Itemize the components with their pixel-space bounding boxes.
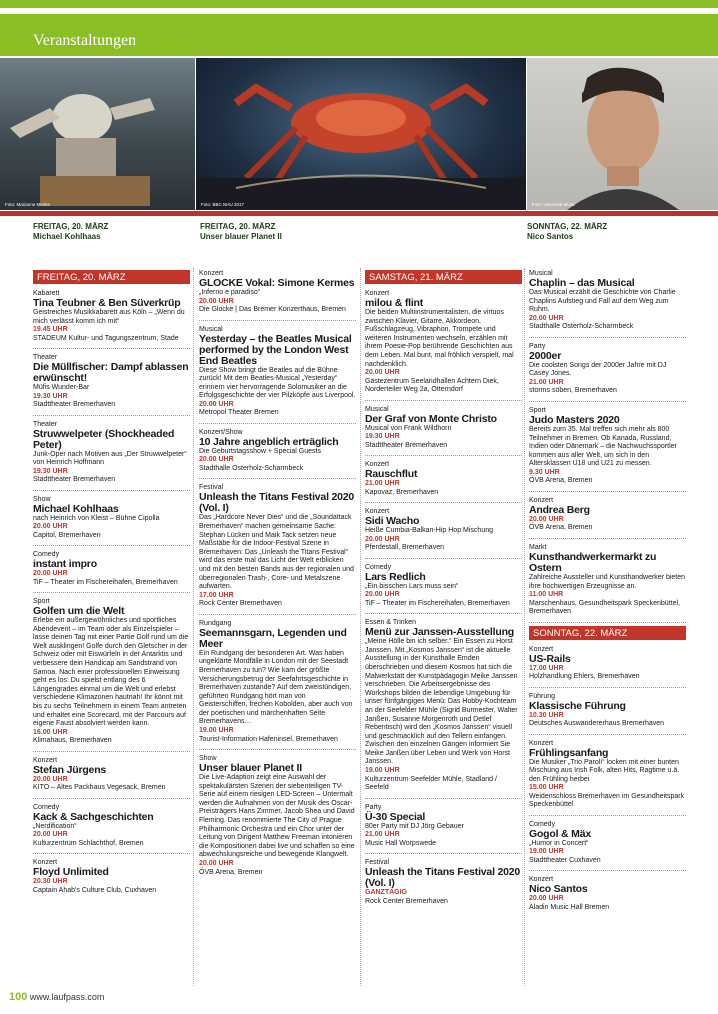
event-venue: Music Hall Worpswede bbox=[365, 839, 437, 847]
event-category: Show bbox=[33, 495, 51, 503]
event-category: Comedy bbox=[33, 803, 60, 811]
event-entry bbox=[365, 288, 522, 401]
event-venue: ÖVB Arena, Bremen bbox=[529, 524, 593, 532]
event-venue: Pferdestall, Bremerhaven bbox=[365, 544, 444, 552]
event-venue: TiF – Theater im Fischereihafen, Bremerhaven bbox=[33, 578, 178, 586]
event-category: Musical bbox=[365, 405, 389, 413]
column-divider bbox=[360, 268, 361, 986]
event-venue: storms söben, Bremerhaven bbox=[529, 387, 617, 395]
event-title: Judo Masters 2020 bbox=[529, 413, 620, 426]
event-entry bbox=[529, 874, 686, 917]
event-title: Rauschflut bbox=[365, 468, 418, 481]
section-title: Veranstaltungen bbox=[33, 32, 137, 49]
event-venue: KITO – Altes Packhaus Vegesack, Bremen bbox=[33, 784, 166, 792]
caption-rule bbox=[0, 211, 718, 216]
event-entry bbox=[33, 419, 190, 491]
event-subtitle: nach Heinrich von Kleist – Bühne Cipolla bbox=[33, 514, 160, 522]
event-venue: Deutsches Auswandererhaus Bremerhaven bbox=[529, 720, 665, 728]
event-title: Menü zur Janssen-Ausstellung bbox=[365, 626, 515, 639]
event-entry bbox=[33, 288, 190, 349]
event-category: Sport bbox=[33, 598, 50, 605]
event-entry bbox=[365, 506, 522, 559]
event-entry bbox=[529, 268, 686, 338]
event-time: 19.30 UHR bbox=[365, 433, 400, 441]
event-time: 19.30 UHR bbox=[33, 392, 68, 400]
event-title: Unser blauer Planet II bbox=[199, 762, 302, 775]
event-title: US-Rails bbox=[529, 652, 571, 665]
event-title: Klassische Führung bbox=[529, 699, 626, 712]
day-header: FREITAG, 20. MÄRZ bbox=[33, 270, 190, 284]
event-entry bbox=[199, 482, 356, 614]
event-venue: Kulturzentrum Seefelder Mühle, Stadland / Seefeld bbox=[365, 775, 497, 792]
event-venue: Tourist-Information Hafeninsel, Bremerhaven bbox=[199, 735, 338, 743]
event-subtitle: „Humor in Concert“ bbox=[529, 839, 589, 847]
event-entry bbox=[33, 857, 190, 900]
event-description: Ein Rundgang der besonderen Art. Was haben ungeklärte Mordfälle in London mit der Seestadt Bremerhaven zu tun? Wie kam der größte Versicherungsbetrug der Seefahrtsgeschichte in Bremerhaven zustande? Auf dem zweistündigen, geführten Rundgang hört man von Geisterschiffen, frechen Kobolden, aber auch von der poetischen und märchenhaften Seite Bremerhavens… bbox=[199, 649, 353, 726]
event-entry bbox=[529, 819, 686, 872]
event-time: 11.00 UHR bbox=[529, 591, 564, 599]
event-title: Stefan Jürgens bbox=[33, 763, 107, 776]
event-time: 21.00 UHR bbox=[365, 480, 400, 488]
event-title: Ü-30 Special bbox=[365, 810, 426, 823]
header-rule bbox=[0, 8, 718, 14]
event-description: Die beiden Multiinstrumentalisten, die virtuos zwischen Klavier, Gitarre, Akkordeon, Fußschlagzeug, Vibraphon, Trompete und weiteren Instrumenten wechseln, erzählen mit ihrem Poesie-Pop berührende Geschichten aus dem Leben. Mal bunt, mal fröhlich verspielt, mal nachdenklich. bbox=[365, 309, 514, 368]
event-category: Essen & Trinken bbox=[365, 619, 416, 627]
event-venue: Aladin Music Hall Bremen bbox=[529, 903, 610, 911]
event-venue: Rock Center Bremerhaven bbox=[199, 600, 282, 608]
event-entry bbox=[529, 405, 686, 492]
event-venue: ÖVB Arena, Bremen bbox=[199, 868, 263, 876]
event-time: 20.00 UHR bbox=[365, 535, 400, 543]
event-category: Konzert/Show bbox=[199, 428, 243, 436]
event-venue: Capitol, Bremerhaven bbox=[33, 531, 101, 539]
event-category: Show bbox=[199, 755, 217, 763]
event-time: 15.00 UHR bbox=[529, 784, 564, 792]
event-venue: Kapovaz, Bremerhaven bbox=[365, 488, 439, 496]
event-venue: Stadttheater Cuxhaven bbox=[529, 856, 601, 864]
event-description: Bereits zum 35. Mal treffen sich mehr als 800 Teilnehmer in Bremen. Ob Kanada, Russland, Indien oder Dänemark – die Nachwuchssportler kommen aus aller Welt, um sich in den Altersklassen U18 und U21 zu messen. bbox=[529, 425, 677, 468]
event-category: Theater bbox=[33, 354, 58, 361]
event-description: Zahlreiche Aussteller und Kunsthandwerker bieten ihre hochwertigen Erzeugnisse an. bbox=[529, 573, 686, 590]
photo-theater bbox=[0, 58, 195, 210]
event-subtitle: Junk-Oper nach Motiven aus „Der Struwwelpeter“ von Heinrich Hoffmann bbox=[33, 450, 187, 466]
event-category: Theater bbox=[33, 420, 58, 428]
event-time: 20.00 UHR bbox=[529, 895, 564, 903]
portrait-illustration bbox=[527, 58, 718, 210]
event-description: Die Live-Adaption zeigt eine Auswahl der spektakulärsten Szenen der siebenteiligen TV-Serie auf einem riesigen LED-Screen – Untermalt werden die Aufnahmen von der Musik des Oscar-Preisträgers Hans Zimmer, Jacob Shea und David Fleming. Das renommierte The City of Prague Philharmonic Orchestra und ein Chor unter der Leitung von Dirigent Matthew Freeman intonieren die Kompositionen dabei live und schaffen so eine abwechslungsreiche und bewegende Klangwelt. bbox=[199, 774, 355, 859]
photo-credit: Foto: BBC NHU 2017 bbox=[201, 202, 245, 207]
event-subtitle: Die Geburtstagsshow + Special Guests bbox=[199, 447, 321, 455]
event-title: Frühlingsanfang bbox=[529, 746, 609, 759]
event-time: 20.00 UHR bbox=[199, 860, 234, 867]
event-time: 17.00 UHR bbox=[529, 664, 564, 672]
event-time: 20.00 UHR bbox=[33, 523, 68, 530]
event-time: 16.00 UHR bbox=[33, 728, 68, 736]
event-column-2 bbox=[199, 268, 356, 885]
event-time: 21.00 UHR bbox=[529, 378, 564, 386]
event-venue: Metropol Theater Bremen bbox=[199, 409, 279, 417]
event-category: Rundgang bbox=[199, 619, 232, 627]
event-subtitle: „Ein bisschen Lars muss sein“ bbox=[365, 582, 459, 590]
page-footer bbox=[9, 991, 104, 1003]
event-category: Musical bbox=[529, 270, 553, 277]
event-entry bbox=[33, 802, 190, 855]
event-entry bbox=[365, 562, 522, 615]
event-time: 20.30 UHR bbox=[33, 878, 68, 886]
event-time: 20.00 UHR bbox=[365, 591, 400, 599]
footer-url[interactable]: www.laufpass.com bbox=[29, 992, 105, 1002]
event-entry bbox=[529, 644, 686, 688]
event-category: Festival bbox=[365, 859, 390, 867]
event-entry bbox=[199, 618, 356, 750]
event-venue: Kulturzentrum Schlachthof, Bremen bbox=[33, 839, 144, 847]
event-title: 2000er bbox=[529, 349, 562, 362]
event-category: Comedy bbox=[33, 551, 60, 558]
event-subtitle: „Nerdification“ bbox=[33, 822, 77, 830]
event-category: Konzert bbox=[365, 508, 390, 516]
event-time: 20.00 UHR bbox=[199, 456, 234, 464]
event-title: Floyd Unlimited bbox=[33, 866, 109, 879]
event-venue: Marschenhaus, Gesundheitspark Speckenbüttel, Bremerhaven bbox=[529, 599, 680, 616]
event-title: Lars Redlich bbox=[365, 570, 426, 583]
event-category: Konzert bbox=[365, 461, 390, 469]
event-time: 19.00 UHR bbox=[365, 767, 400, 775]
event-category: Kabarett bbox=[33, 290, 60, 297]
event-description: Erlebe ein außergewöhnliches und sportliches Abendevent – im Team oder als Einzelspieler – lasse deinen Tag mit einer Partie Golf rund um die Welt ausklingen! Golfe durch den Gletscher in der Schweiz oder mit Eiswürfeln in der Antarktis und verbessere dein Handicap am Sandstrand von Samoa. Nach einer professionellen Einweisung geht es los: Du spielst entlang des 6 Längengrades einmal um die Welt und erlebst verschiedene Klimazonen hautnah! Ihr könnt mit bis zu sechs Teilnehmern in einem Team antreten und erhaltet eine Scorecard, mit der Parcours auf eigene Faust absolviert werden kann. bbox=[33, 617, 189, 728]
event-time: 19.00 UHR bbox=[199, 727, 234, 735]
event-title: Die Müllfischer: Dampf ablassen erwünscht! bbox=[33, 361, 189, 384]
event-category: Konzert bbox=[33, 756, 58, 764]
event-category: Konzert bbox=[529, 645, 554, 653]
event-subtitle: Musical von Frank Wildhorn bbox=[365, 424, 452, 432]
event-entry bbox=[529, 495, 686, 539]
event-entry bbox=[529, 691, 686, 735]
event-entry bbox=[365, 404, 522, 457]
event-entry bbox=[199, 268, 356, 321]
event-venue: Stadttheater Bremerhaven bbox=[33, 476, 116, 483]
event-title: GLOCKE Vokal: Simone Kermes bbox=[199, 277, 355, 289]
event-subtitle: Heiße Cumbia-Balkan-Hip Hop Mischung bbox=[365, 527, 493, 535]
page-number: 100 bbox=[9, 991, 28, 1003]
event-category: Markt bbox=[529, 543, 547, 551]
event-time: 10.30 UHR bbox=[529, 711, 564, 719]
page-header bbox=[0, 0, 718, 56]
event-category: Konzert bbox=[33, 859, 58, 867]
event-venue: Klimahaus, Bremerhaven bbox=[33, 737, 112, 745]
event-venue: Gästezentrum Seelandhallen Achtern Diek, Norderteiler Weg 2a, Otterndorf bbox=[365, 377, 499, 394]
event-title: Tina Teubner & Ben Süverkrüp bbox=[33, 297, 181, 309]
event-title: Unleash the Titans Festival 2020 (Vol. I) bbox=[199, 491, 355, 515]
event-venue: STADEUM Kultur- und Tagungszentrum, Stade bbox=[33, 334, 179, 342]
event-entry bbox=[33, 494, 190, 547]
event-category: Sport bbox=[529, 406, 546, 414]
event-entry bbox=[529, 341, 686, 402]
event-title: Michael Kohlhaas bbox=[33, 502, 119, 515]
event-title: Nico Santos bbox=[529, 883, 588, 896]
event-subtitle: „Inferno e paradiso“ bbox=[199, 289, 261, 296]
event-title: Chaplin – das Musical bbox=[529, 277, 635, 289]
caption-3: SONNTAG, 22. MÄRZ Nico Santos bbox=[527, 222, 608, 241]
event-category: Konzert bbox=[529, 876, 554, 884]
event-category: Comedy bbox=[365, 563, 392, 571]
event-column-4 bbox=[529, 268, 686, 920]
event-venue: Rock Center Bremerhaven bbox=[365, 897, 448, 905]
event-description: Das „Hardcore Never Dies“ und die „Soundattack Bremerhaven“ machen gemeinsame Sache: Stephan Lücken und Maik Tack setzen neue Maßstäbe für die Indoor-Festival Szene in Bremerhaven: Das „Unleash the Titans Festival“ wird das erste mal das Licht der Welt erblicken und mit den besten Bands aus der regionalen und überregionalen Trash-, Core- und Metalszene aufwarten. bbox=[199, 514, 354, 591]
event-description: Die coolsten Songs der 2000er Jahre mit DJ Casey Jones. bbox=[529, 361, 667, 378]
event-time: 20.00 UHR bbox=[199, 297, 234, 305]
event-time: 20.00 UHR bbox=[33, 775, 68, 783]
event-time: 20.00 UHR bbox=[33, 570, 68, 577]
event-time: 19.45 UHR bbox=[33, 326, 68, 333]
crab-illustration bbox=[196, 58, 526, 210]
event-category: Konzert bbox=[365, 290, 390, 297]
event-time: 20.00 UHR bbox=[365, 369, 400, 377]
event-venue: Holzhandlung Ehlers, Bremerhaven bbox=[529, 673, 640, 681]
event-category: Festival bbox=[199, 484, 224, 492]
event-time: 20.00 UHR bbox=[33, 831, 68, 839]
event-entry bbox=[33, 549, 190, 593]
event-entry bbox=[365, 459, 522, 503]
event-venue: TiF – Theater im Fischereihafen, Bremerhaven bbox=[365, 599, 510, 607]
event-time: GANZTÄGIG bbox=[365, 889, 407, 897]
photo-credit: Foto: Universal Music bbox=[532, 202, 576, 207]
event-entry bbox=[199, 427, 356, 480]
event-description: Diese Show bringt die Beatles auf die Bühne zurück! Mit dem Beatles-Musical „Yesterday“ erinnern vier hervorragende Solomusiker an die Erfolgsgeschichte der vier Pilzköpfe aus Liverpool. bbox=[199, 366, 356, 400]
event-entry bbox=[365, 802, 522, 855]
event-time: 17.00 UHR bbox=[199, 591, 234, 599]
event-title: Kack & Sachgeschichten bbox=[33, 810, 154, 823]
event-entry bbox=[529, 738, 686, 816]
event-entry bbox=[365, 857, 522, 911]
event-title: Struwwelpeter (Shockheaded Peter) bbox=[33, 427, 175, 451]
event-column-3 bbox=[365, 268, 522, 914]
day-header: SONNTAG, 22. MÄRZ bbox=[529, 626, 686, 640]
event-subtitle: Müfis Wunder-Bar bbox=[33, 384, 90, 391]
caption-2: FREITAG, 20. MÄRZ Unser blauer Planet II bbox=[200, 222, 282, 241]
event-entry bbox=[33, 755, 190, 799]
event-category: Führung bbox=[529, 692, 556, 700]
event-venue: Stadthalle Osterholz-Scharmbeck bbox=[529, 323, 634, 331]
event-entry bbox=[365, 617, 522, 798]
event-title: Kunsthandwerkermarkt zu Ostern bbox=[529, 550, 657, 574]
event-subtitle: 80er Party mit DJ Jörg Gebauer bbox=[365, 822, 464, 830]
event-title: Der Graf von Monte Christo bbox=[365, 412, 497, 425]
event-description: „Meine Hölle bin ich selber.“ Ein Essen zu Horst Janssen. Mit „Kosmos Janssen“ ist die aktuelle Ausstellung in der Kunsthalle Emden überschrieben und diesem Kosmos hat sich die Malwerkstatt der Kunstpädagogin Meike Janssen verschrieben. Die Arbeitsergebnisse des Workshops bilden die lebendige Umgebung für unser fünfgängiges Menü: Das Hobby-Kochteam an der Seefelder Mühle (Sigrid Burmester, Walter Janßen, Susanne Morgenroth und Detlef Rebentisch) wird den „Kosmos Janssen“ visuell und geschmacklich auf den Tellern einfangen. Zwischen den einzelnen Gängen informiert Sie Meike Janßen über Leben und Werk von Horst Janssen. bbox=[365, 638, 518, 766]
day-header: SAMSTAG, 21. MÄRZ bbox=[365, 270, 522, 284]
event-time: 9.30 UHR bbox=[529, 468, 560, 476]
event-venue: Stadttheater Bremerhaven bbox=[33, 401, 116, 408]
event-title: Seemannsgarn, Legenden und Meer bbox=[199, 626, 347, 650]
event-title: Golfen um die Welt bbox=[33, 605, 125, 617]
event-category: Party bbox=[365, 803, 382, 811]
column-divider bbox=[524, 268, 525, 986]
column-divider bbox=[193, 268, 194, 986]
event-venue: Stadttheater Bremerhaven bbox=[365, 441, 448, 449]
event-venue: ÖVB Arena, Bremen bbox=[529, 477, 593, 485]
event-title: Sidi Wacho bbox=[365, 515, 420, 528]
event-time: 20.00 UHR bbox=[529, 515, 564, 523]
event-entry bbox=[33, 596, 190, 752]
event-time: 21.00 UHR bbox=[365, 831, 400, 839]
event-title: instant impro bbox=[33, 558, 97, 570]
event-entry bbox=[33, 352, 190, 416]
event-category: Konzert bbox=[529, 739, 554, 747]
theater-illustration bbox=[0, 58, 195, 210]
event-venue: Weidenschloss Bremerhaven im Gesundheitspark Speckenbüttel bbox=[529, 792, 685, 809]
event-entry bbox=[199, 324, 356, 424]
event-time: 19.30 UHR bbox=[33, 467, 68, 475]
event-category: Party bbox=[529, 342, 546, 350]
event-venue: Die Glocke | Das Bremer Konzerthaus, Bremen bbox=[199, 306, 346, 313]
event-category: Konzert bbox=[199, 270, 224, 277]
event-title: 10 Jahre angeblich erträglich bbox=[199, 435, 339, 448]
event-entry bbox=[529, 542, 686, 623]
event-title: Yesterday – the Beatles Musical performed by the London West End Beatles bbox=[199, 332, 352, 367]
photo-crab bbox=[196, 58, 526, 210]
photo-portrait bbox=[527, 58, 718, 210]
event-title: milou & flint bbox=[365, 297, 424, 309]
event-description: Die Musiker „Trio Parolí“ locken mit einer bunten Mischung aus Irish Folk, alten Hits, Ragtime u.ä. den Frühling herbei bbox=[529, 758, 680, 783]
event-category: Konzert bbox=[529, 496, 554, 504]
event-time: 20.00 UHR bbox=[199, 400, 234, 408]
event-entry bbox=[199, 753, 356, 882]
event-venue: Stadthalle Osterholz-Scharmbeck bbox=[199, 464, 304, 472]
event-title: Unleash the Titans Festival 2020 (Vol. I) bbox=[365, 866, 521, 890]
event-description: Das Musical erzählt die Geschichte von Charlie Chaplins Aufstieg und Fall auf dem Weg zum Ruhm. bbox=[529, 289, 676, 314]
event-column-1 bbox=[33, 268, 190, 903]
caption-1: FREITAG, 20. MÄRZ Michael Kohlhaas bbox=[33, 222, 109, 241]
event-category: Comedy bbox=[529, 820, 556, 828]
event-venue: Captain Ahab's Culture Club, Cuxhaven bbox=[33, 886, 157, 894]
event-time: 20.00 UHR bbox=[529, 314, 564, 322]
event-category: Musical bbox=[199, 325, 223, 333]
event-subtitle: Geistreiches Musikkabarett aus Köln – „Wenn du mich verlässt komm ich mit“ bbox=[33, 309, 185, 325]
event-title: Gogol & Mäx bbox=[529, 827, 591, 840]
photo-credit: Foto: Marianne Menke bbox=[5, 202, 51, 207]
event-time: 19.00 UHR bbox=[529, 848, 564, 856]
event-title: Andrea Berg bbox=[529, 503, 590, 516]
